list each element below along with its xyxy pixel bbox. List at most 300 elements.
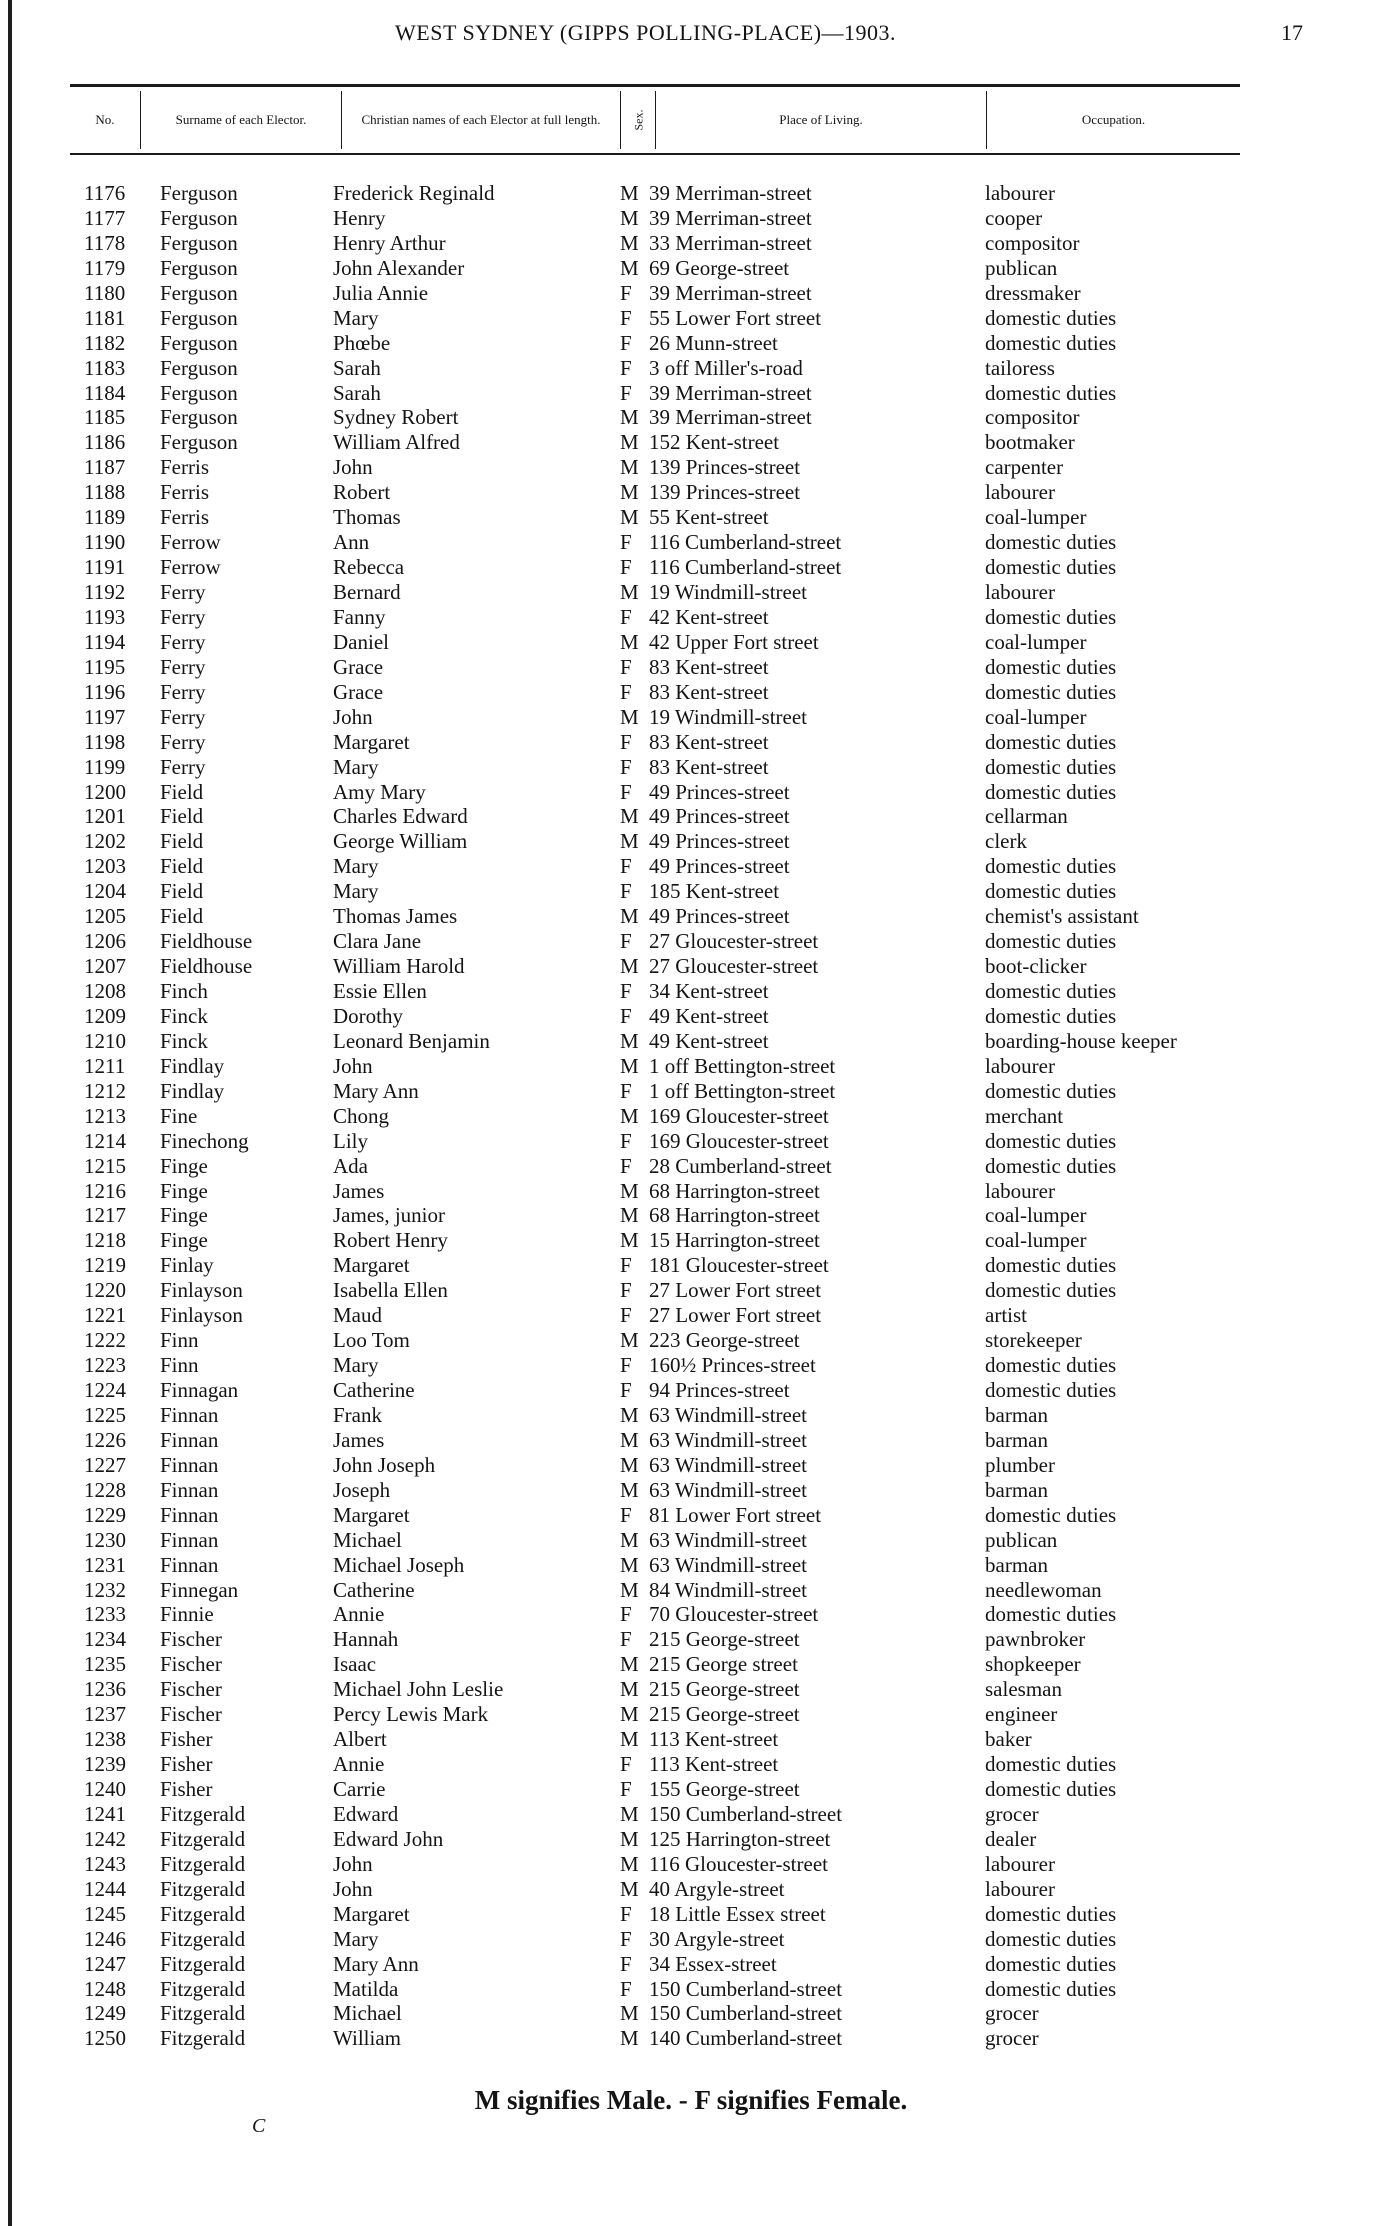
elector-sex: F: [620, 1926, 632, 1951]
table-row: [0, 1627, 1382, 1652]
table-row: [0, 705, 1382, 730]
elector-sex: F: [620, 1353, 632, 1378]
table-row: [0, 231, 1382, 256]
table-row: [0, 580, 1382, 605]
elector-sex: F: [620, 879, 632, 904]
elector-place-of-living: 49 Princes-street: [649, 804, 790, 829]
elector-christian-names: Robert Henry: [333, 1228, 448, 1253]
elector-number: 1220: [84, 1278, 126, 1303]
elector-occupation: domestic duties: [985, 330, 1117, 355]
table-row: [0, 979, 1382, 1004]
table-row: [0, 904, 1382, 929]
elector-place-of-living: 69 George-street: [649, 255, 790, 280]
elector-sex: M: [620, 181, 639, 205]
elector-sex: F: [620, 1253, 632, 1278]
table-row: [0, 1553, 1382, 1578]
elector-place-of-living: 68 Harrington-street: [649, 1178, 820, 1203]
elector-occupation: labourer: [985, 1851, 1055, 1876]
elector-sex: M: [620, 1826, 639, 1851]
elector-number: 1187: [84, 455, 126, 480]
page-number: 17: [1281, 20, 1303, 45]
elector-number: 1195: [84, 654, 126, 679]
elector-surname: Finnan: [160, 1427, 219, 1452]
elector-surname: Ferry: [160, 754, 206, 779]
elector-place-of-living: 140 Cumberland-street: [649, 2026, 843, 2051]
table-row: [0, 1104, 1382, 1129]
elector-occupation: labourer: [985, 1178, 1055, 1203]
elector-occupation: domestic duties: [985, 555, 1117, 580]
elector-place-of-living: 63 Windmill-street: [649, 1427, 807, 1452]
elector-number: 1223: [84, 1353, 126, 1378]
elector-occupation: compositor: [985, 405, 1080, 430]
elector-sex: M: [620, 1801, 639, 1826]
elector-occupation: grocer: [985, 1801, 1039, 1826]
table-row: [0, 455, 1382, 480]
elector-place-of-living: 81 Lower Fort street: [649, 1502, 822, 1527]
elector-place-of-living: 83 Kent-street: [649, 729, 769, 754]
elector-occupation: domestic duties: [985, 1976, 1117, 2001]
elector-sex: M: [620, 1677, 639, 1702]
elector-christian-names: Henry Arthur: [333, 230, 446, 255]
elector-sex: M: [620, 1727, 639, 1752]
elector-place-of-living: 150 Cumberland-street: [649, 1801, 843, 1826]
elector-christian-names: Thomas James: [333, 904, 458, 929]
elector-surname: Ferry: [160, 604, 206, 629]
elector-occupation: engineer: [985, 1702, 1058, 1727]
elector-surname: Field: [160, 829, 204, 854]
elector-number: 1192: [84, 580, 126, 604]
table-row: [0, 1004, 1382, 1029]
elector-sex: M: [620, 1552, 639, 1577]
table-row: [0, 1129, 1382, 1154]
table-row: [0, 1677, 1382, 1702]
elector-number: 1244: [84, 1876, 126, 1901]
elector-christian-names: Michael John Leslie: [333, 1677, 504, 1702]
table-row: [0, 1253, 1382, 1278]
elector-number: 1183: [84, 355, 126, 380]
elector-occupation: baker: [985, 1727, 1032, 1752]
elector-number: 1224: [84, 1378, 126, 1402]
elector-number: 1216: [84, 1178, 126, 1203]
elector-number: 1247: [84, 1951, 126, 1976]
elector-place-of-living: 70 Gloucester-street: [649, 1602, 819, 1627]
elector-number: 1184: [84, 380, 126, 405]
elector-occupation: merchant: [985, 1103, 1064, 1128]
elector-place-of-living: 19 Windmill-street: [649, 580, 807, 604]
elector-christian-names: Chong: [333, 1103, 390, 1128]
elector-surname: Ferguson: [160, 280, 238, 305]
elector-surname: Finge: [160, 1228, 208, 1253]
header-surname: Surname of each Elector.: [175, 112, 307, 127]
elector-christian-names: John: [333, 455, 373, 480]
elector-sex: M: [620, 480, 639, 505]
table-row: [0, 1802, 1382, 1827]
elector-sex: M: [620, 1328, 639, 1353]
elector-christian-names: Sarah: [333, 355, 381, 380]
elector-surname: Finge: [160, 1178, 208, 1203]
elector-sex: M: [620, 580, 639, 604]
elector-place-of-living: 139 Princes-street: [649, 480, 801, 505]
sex-legend-footnote: M signifies Male. - F signifies Female.: [474, 2085, 908, 2115]
elector-sex: M: [620, 1028, 639, 1053]
elector-christian-names: Edward: [333, 1801, 399, 1826]
elector-place-of-living: 42 Kent-street: [649, 604, 769, 629]
elector-place-of-living: 160½ Princes-street: [649, 1353, 816, 1378]
table-row: [0, 1079, 1382, 1104]
elector-christian-names: Essie Ellen: [333, 979, 427, 1003]
elector-number: 1201: [84, 804, 126, 829]
elector-number: 1248: [84, 1976, 126, 2001]
elector-surname: Ferguson: [160, 330, 238, 355]
running-title: WEST SYDNEY (GIPPS POLLING-PLACE)—1903.: [395, 20, 897, 45]
elector-christian-names: Michael: [333, 1527, 402, 1552]
elector-place-of-living: 150 Cumberland-street: [649, 2001, 843, 2026]
elector-surname: Fischer: [160, 1677, 222, 1702]
elector-christian-names: Albert: [333, 1727, 387, 1752]
elector-occupation: cooper: [985, 205, 1043, 230]
elector-sex: M: [620, 1427, 639, 1452]
elector-number: 1200: [84, 779, 126, 804]
elector-place-of-living: 40 Argyle-street: [649, 1876, 785, 1901]
elector-occupation: grocer: [985, 2001, 1039, 2026]
elector-sex: M: [620, 1851, 639, 1876]
elector-number: 1234: [84, 1627, 126, 1652]
elector-place-of-living: 15 Harrington-street: [649, 1228, 820, 1253]
elector-christian-names: Mary Ann: [333, 1951, 419, 1976]
elector-occupation: salesman: [985, 1677, 1062, 1702]
elector-occupation: boarding-house keeper: [985, 1028, 1177, 1053]
elector-place-of-living: 113 Kent-street: [649, 1752, 779, 1777]
elector-sex: F: [620, 1752, 632, 1777]
elector-sex: M: [620, 205, 639, 230]
elector-christian-names: Annie: [333, 1752, 385, 1777]
elector-surname: Fitzgerald: [160, 1926, 246, 1951]
elector-place-of-living: 116 Cumberland-street: [649, 530, 842, 555]
elector-occupation: coal-lumper: [985, 505, 1087, 530]
elector-christian-names: John Joseph: [333, 1452, 436, 1477]
elector-place-of-living: 139 Princes-street: [649, 455, 801, 480]
elector-place-of-living: 34 Kent-street: [649, 979, 769, 1003]
elector-surname: Ferguson: [160, 305, 238, 330]
elector-surname: Finnie: [160, 1602, 214, 1627]
table-row: [0, 555, 1382, 580]
elector-number: 1202: [84, 829, 126, 854]
elector-sex: F: [620, 530, 632, 555]
elector-sex: M: [620, 1527, 639, 1552]
elector-surname: Fischer: [160, 1652, 222, 1677]
elector-number: 1190: [84, 530, 126, 555]
elector-christian-names: Joseph: [333, 1477, 391, 1502]
table-row: [0, 1827, 1382, 1852]
table-row: [0, 1478, 1382, 1503]
elector-occupation: domestic duties: [985, 1901, 1117, 1926]
elector-sex: F: [620, 1502, 632, 1527]
elector-place-of-living: 55 Kent-street: [649, 505, 769, 530]
elector-occupation: domestic duties: [985, 879, 1117, 904]
table-row: [0, 281, 1382, 306]
table-row: [0, 480, 1382, 505]
elector-christian-names: Frederick Reginald: [333, 181, 495, 205]
elector-surname: Ferguson: [160, 405, 238, 430]
elector-number: 1245: [84, 1901, 126, 1926]
elector-place-of-living: 155 George-street: [649, 1777, 800, 1801]
elector-occupation: domestic duties: [985, 380, 1117, 405]
elector-christian-names: John: [333, 704, 373, 729]
elector-occupation: barman: [985, 1427, 1048, 1452]
elector-number: 1226: [84, 1427, 126, 1452]
elector-number: 1182: [84, 330, 126, 355]
elector-christian-names: James: [333, 1427, 385, 1452]
elector-christian-names: Lily: [333, 1128, 368, 1153]
elector-place-of-living: 28 Cumberland-street: [649, 1153, 832, 1178]
table-row: [0, 1054, 1382, 1079]
table-row: [0, 630, 1382, 655]
elector-place-of-living: 63 Windmill-street: [649, 1552, 807, 1577]
elector-place-of-living: 39 Merriman-street: [649, 380, 812, 405]
elector-sex: M: [620, 1477, 639, 1502]
elector-occupation: domestic duties: [985, 1378, 1117, 1402]
elector-christian-names: Mary: [333, 305, 379, 330]
elector-surname: Ferguson: [160, 430, 238, 455]
elector-number: 1208: [84, 979, 126, 1003]
elector-occupation: coal-lumper: [985, 629, 1087, 654]
elector-number: 1203: [84, 854, 126, 879]
elector-number: 1218: [84, 1228, 126, 1253]
elector-place-of-living: 19 Windmill-street: [649, 704, 807, 729]
elector-number: 1188: [84, 480, 126, 505]
elector-number: 1206: [84, 929, 126, 954]
elector-occupation: domestic duties: [985, 1777, 1117, 1801]
elector-place-of-living: 27 Gloucester-street: [649, 954, 819, 979]
table-row: [0, 755, 1382, 780]
elector-number: 1215: [84, 1153, 126, 1178]
table-row: [0, 1852, 1382, 1877]
elector-occupation: coal-lumper: [985, 1203, 1087, 1228]
header-sex: [621, 87, 655, 153]
table-row: [0, 2026, 1382, 2051]
elector-place-of-living: 30 Argyle-street: [649, 1926, 785, 1951]
elector-sex: F: [620, 679, 632, 704]
elector-occupation: storekeeper: [985, 1328, 1082, 1353]
elector-number: 1250: [84, 2026, 126, 2051]
elector-surname: Finn: [160, 1353, 199, 1378]
elector-place-of-living: 49 Princes-street: [649, 779, 790, 804]
elector-surname: Fitzgerald: [160, 2001, 246, 2026]
elector-occupation: publican: [985, 255, 1058, 280]
elector-christian-names: Henry: [333, 205, 386, 230]
elector-place-of-living: 84 Windmill-street: [649, 1577, 807, 1602]
elector-surname: Finlayson: [160, 1303, 243, 1328]
elector-number: 1243: [84, 1851, 126, 1876]
elector-sex: M: [620, 1452, 639, 1477]
table-row: [0, 655, 1382, 680]
elector-number: 1231: [84, 1552, 126, 1577]
elector-sex: F: [620, 330, 632, 355]
elector-surname: Fisher: [160, 1727, 213, 1752]
table-row: [0, 829, 1382, 854]
elector-place-of-living: 83 Kent-street: [649, 654, 769, 679]
table-row: [0, 356, 1382, 381]
elector-occupation: grocer: [985, 2026, 1039, 2051]
elector-christian-names: Mary: [333, 1353, 379, 1378]
elector-sex: F: [620, 1078, 632, 1103]
elector-christian-names: Julia Annie: [333, 280, 429, 305]
elector-christian-names: Michael: [333, 2001, 402, 2026]
table-row: [0, 1702, 1382, 1727]
elector-surname: Field: [160, 854, 204, 879]
elector-surname: Ferrow: [160, 530, 221, 555]
elector-occupation: domestic duties: [985, 1926, 1117, 1951]
elector-surname: Finnan: [160, 1552, 219, 1577]
elector-occupation: labourer: [985, 1876, 1055, 1901]
elector-number: 1204: [84, 879, 126, 904]
elector-number: 1207: [84, 954, 126, 979]
elector-surname: Fitzgerald: [160, 1976, 246, 2001]
elector-sex: M: [620, 2001, 639, 2026]
elector-place-of-living: 33 Merriman-street: [649, 230, 812, 255]
elector-occupation: clerk: [985, 829, 1027, 854]
elector-place-of-living: 3 off Miller's-road: [649, 355, 803, 380]
elector-place-of-living: 152 Kent-street: [649, 430, 780, 455]
elector-surname: Finlayson: [160, 1278, 243, 1303]
elector-occupation: chemist's assistant: [985, 904, 1139, 929]
elector-number: 1225: [84, 1402, 126, 1427]
elector-place-of-living: 27 Lower Fort street: [649, 1278, 822, 1303]
elector-sex: M: [620, 455, 639, 480]
elector-sex: F: [620, 754, 632, 779]
table-row: [0, 1602, 1382, 1627]
elector-surname: Ferry: [160, 679, 206, 704]
elector-number: 1239: [84, 1752, 126, 1777]
elector-place-of-living: 55 Lower Fort street: [649, 305, 822, 330]
elector-sex: M: [620, 230, 639, 255]
elector-occupation: domestic duties: [985, 979, 1117, 1003]
elector-christian-names: Isabella Ellen: [333, 1278, 448, 1303]
elector-number: 1191: [84, 555, 126, 580]
elector-place-of-living: 63 Windmill-street: [649, 1452, 807, 1477]
elector-christian-names: Rebecca: [333, 555, 405, 580]
elector-place-of-living: 215 George street: [649, 1652, 798, 1677]
elector-christian-names: Mary: [333, 854, 379, 879]
elector-number: 1209: [84, 1003, 126, 1028]
elector-occupation: boot-clicker: [985, 954, 1087, 979]
elector-christian-names: Dorothy: [333, 1003, 403, 1028]
elector-sex: F: [620, 1003, 632, 1028]
elector-sex: F: [620, 1153, 632, 1178]
elector-occupation: domestic duties: [985, 1253, 1117, 1278]
elector-christian-names: William: [333, 2026, 401, 2051]
elector-occupation: domestic duties: [985, 1003, 1117, 1028]
elector-occupation: publican: [985, 1527, 1058, 1552]
elector-surname: Fine: [160, 1103, 198, 1128]
elector-christian-names: John: [333, 1053, 373, 1078]
elector-christian-names: Loo Tom: [333, 1328, 410, 1353]
elector-place-of-living: 169 Gloucester-street: [649, 1128, 829, 1153]
elector-christian-names: Carrie: [333, 1777, 386, 1801]
elector-number: 1233: [84, 1602, 126, 1627]
elector-surname: Field: [160, 804, 204, 829]
elector-number: 1240: [84, 1777, 126, 1801]
elector-sex: F: [620, 654, 632, 679]
elector-occupation: barman: [985, 1477, 1048, 1502]
elector-occupation: domestic duties: [985, 1128, 1117, 1153]
elector-sex: M: [620, 2026, 639, 2051]
elector-surname: Findlay: [160, 1053, 225, 1078]
elector-sex: F: [620, 380, 632, 405]
table-row: [0, 929, 1382, 954]
elector-surname: Fitzgerald: [160, 1851, 246, 1876]
elector-place-of-living: 49 Princes-street: [649, 829, 790, 854]
elector-christian-names: John: [333, 1876, 373, 1901]
elector-surname: Finlay: [160, 1253, 214, 1278]
elector-occupation: plumber: [985, 1452, 1055, 1477]
elector-number: 1232: [84, 1577, 126, 1602]
elector-occupation: domestic duties: [985, 1153, 1117, 1178]
elector-place-of-living: 215 George-street: [649, 1702, 800, 1727]
elector-sex: M: [620, 1402, 639, 1427]
elector-occupation: domestic duties: [985, 929, 1117, 954]
header-sex-label: Sex.: [631, 109, 645, 131]
table-row: [0, 1179, 1382, 1204]
elector-number: 1196: [84, 679, 126, 704]
elector-christian-names: Margaret: [333, 1502, 410, 1527]
elector-occupation: labourer: [985, 181, 1055, 205]
elector-place-of-living: 34 Essex-street: [649, 1951, 777, 1976]
elector-christian-names: Percy Lewis Mark: [333, 1702, 489, 1727]
elector-number: 1198: [84, 729, 126, 754]
table-row: [0, 1303, 1382, 1328]
elector-place-of-living: 63 Windmill-street: [649, 1527, 807, 1552]
elector-christian-names: John Alexander: [333, 255, 465, 280]
table-row: [0, 1927, 1382, 1952]
elector-place-of-living: 215 George-street: [649, 1677, 800, 1702]
elector-occupation: domestic duties: [985, 729, 1117, 754]
signature-mark: C: [252, 2115, 266, 2137]
table-row: [0, 1652, 1382, 1677]
elector-place-of-living: 18 Little Essex street: [649, 1901, 826, 1926]
elector-christian-names: Sarah: [333, 380, 381, 405]
elector-christian-names: James: [333, 1178, 385, 1203]
elector-place-of-living: 150 Cumberland-street: [649, 1976, 843, 2001]
elector-sex: F: [620, 1627, 632, 1652]
elector-sex: F: [620, 280, 632, 305]
elector-number: 1242: [84, 1826, 126, 1851]
elector-occupation: labourer: [985, 580, 1055, 604]
elector-christian-names: Leonard Benjamin: [333, 1028, 490, 1053]
table-row: [0, 1453, 1382, 1478]
elector-number: 1222: [84, 1328, 126, 1353]
elector-sex: F: [620, 1278, 632, 1303]
elector-place-of-living: 49 Princes-street: [649, 904, 790, 929]
elector-occupation: domestic duties: [985, 779, 1117, 804]
elector-christian-names: Daniel: [333, 629, 389, 654]
elector-sex: M: [620, 1652, 639, 1677]
elector-place-of-living: 39 Merriman-street: [649, 205, 812, 230]
elector-sex: F: [620, 555, 632, 580]
elector-occupation: domestic duties: [985, 654, 1117, 679]
elector-surname: Fischer: [160, 1702, 222, 1727]
table-row: [0, 1203, 1382, 1228]
elector-list: [0, 181, 1382, 2061]
elector-number: 1241: [84, 1801, 126, 1826]
table-row: [0, 256, 1382, 281]
elector-occupation: domestic duties: [985, 1353, 1117, 1378]
elector-christian-names: Annie: [333, 1602, 385, 1627]
table-row: [0, 804, 1382, 829]
header-no: No.: [95, 112, 115, 127]
table-row: [0, 780, 1382, 805]
elector-occupation: coal-lumper: [985, 1228, 1087, 1253]
